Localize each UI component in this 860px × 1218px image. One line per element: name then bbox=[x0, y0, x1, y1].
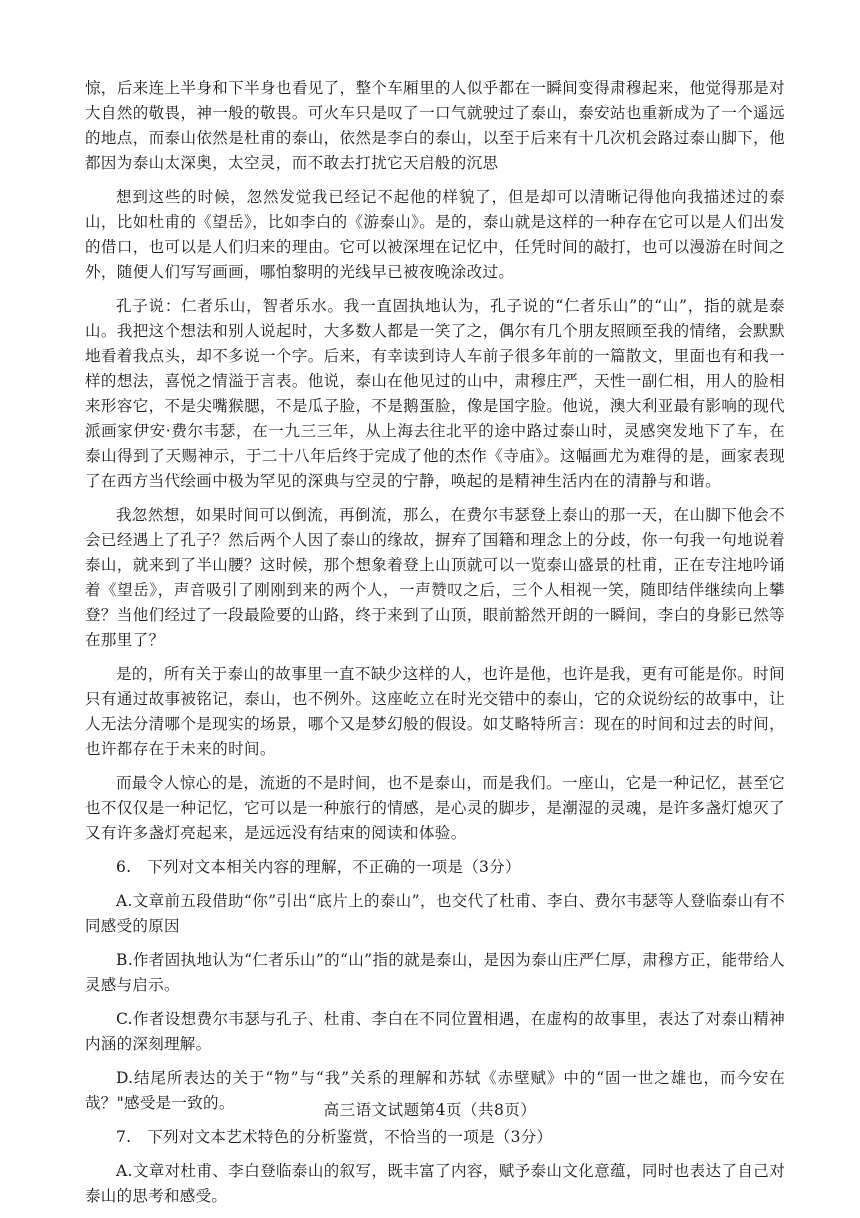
option-c: C.作者设想费尔韦瑟与孔子、杜甫、李白在不同位置相遇，在虚构的故事里，表达了对泰山精神内涵的深刻理解。 bbox=[85, 1010, 785, 1053]
option-b: B.作者固执地认为“仁者乐山”的“山”指的就是泰山，是因为泰山庄严仁厚，肃穆方正，能带给人灵感与启示。 bbox=[85, 951, 785, 994]
page-content bbox=[85, 76, 785, 1218]
option-a: A.文章前五段借助“你”引出“底片上的泰山”，也交代了杜甫、李白、费尔韦瑟等人登临泰山有不同感受的原因 bbox=[85, 892, 785, 935]
passage-paragraph: 惊，后来连上半身和下半身也看见了，整个车厢里的人似乎都在一瞬间变得肃穆起来，他觉得那是对大自然的敬畏，神一般的敬畏。可火车只是叹了一口气就驶过了泰山，泰安站也重新成为了一个遥远的地点，而泰山依然是杜甫的泰山，依然是李白的泰山，以至于后来有十几次机会路过泰山脚下，他都因为泰山太深奥，太空灵，而不敢去打扰它天启般的沉思 bbox=[85, 79, 785, 172]
option-d: D.结尾所表达的关于“物”与“我”关系的理解和苏轼《赤壁赋》中的“固一世之雄也，而今安在哉？"感受是一致的。 bbox=[85, 1069, 785, 1112]
passage-paragraph: 而最令人惊心的是，流逝的不是时间，也不是泰山，而是我们。一座山，它是一种记忆，甚至它也不仅仅是一种记忆，它可以是一种旅行的情感，是心灵的脚步，是潮湿的灵魂，是许多盏灯熄灭了又有许多盏灯亮起来，是远远没有结束的阅读和体验。 bbox=[85, 774, 785, 842]
passage-paragraph: 孔子说：仁者乐山，智者乐水。我一直固执地认为，孔子说的“仁者乐山”的“山”，指的就是泰山。我把这个想法和别人说起时，大多数人都是一笑了之，偶尔有几个朋友照顾至我的情绪，会默默地看着我点头，却不多说一个字。后来，有幸读到诗人车前子很多年前的一篇散文，里面也有和我一样的想法，喜悦之情溢于言表。他说，泰山在他见过的山中，肃穆庄严，天性一副仁相，用人的脸相来形容它，不是尖嘴猴腮，不是瓜子脸，不是鹅蛋脸，像是国字脸。他说，澳大利亚最有影响的现代派画家伊安·费尔韦瑟，在一九三三年，从上海去往北平的途中路过泰山时，灵感突发地下了车，在泰山得到了天赐神示，于二十八年后终于完成了他的杰作《寺庙》。这幅画尤为难得的是，画家表现了在西方当代绘画中极为罕见的深典与空灵的宁静，唤起的是精神生活内在的清静与和谐。 bbox=[85, 297, 785, 490]
passage-paragraph: 是的，所有关于泰山的故事里一直不缺少这样的人，也许是他，也许是我，更有可能是你。时间只有通过故事被铭记，泰山，也不例外。这座屹立在时光交错中的泰山，它的众说纷纭的故事中，让人无法分清哪个是现实的场景，哪个又是梦幻般的假设。如艾略特所言：现在的时间和过去的时间，也许都存在于未来的时间。 bbox=[85, 665, 785, 758]
reading-passage bbox=[85, 76, 785, 846]
passage-paragraph: 我忽然想，如果时间可以倒流，再倒流，那么，在费尔韦瑟登上泰山的那一天，在山脚下他会不会已经遇上了孔子？然后两个人因了泰山的缘故，摒弃了国籍和理念上的分歧，你一句我一句地说着泰山，就来到了半山腰？这时候，那个想象着登上山顶就可以一览泰山盛景的杜甫，正在专注地吟诵着《望岳》，声音吸引了刚刚到来的两个人，一声赞叹之后，三个人相视一笑，随即结伴继续向上攀登？当他们经过了一段最险要的山路，终于来到了山顶，眼前豁然开朗的一瞬间，李白的身影已然等在那里了？ bbox=[85, 506, 785, 649]
option-a: A.文章对杜甫、李白登临泰山的叙写，既丰富了内容，赋予泰山文化意蕴，同时也表达了自己对泰山的思考和感受。 bbox=[85, 1162, 785, 1205]
question-7 bbox=[85, 1125, 785, 1209]
passage-paragraph: 想到这些的时候，忽然发觉我已经记不起他的样貌了，但是却可以清晰记得他向我描述过的泰山，比如杜甫的《望岳》，比如李白的《游泰山》。是的，泰山就是这样的一种存在它可以是人们出发的借口，也可以是人们归来的理由。它可以被深埋在记忆中，任凭时间的敲打，也可以漫游在时间之外，随便人们写写画画，哪怕黎明的光线早已被夜晚涂改过。 bbox=[85, 188, 786, 281]
question-stem: 6. 下列对文本相关内容的理解，不正确的一项是（3分） bbox=[116, 858, 521, 876]
page-footer: 高三语文试题第4页（共8页） bbox=[323, 1101, 537, 1119]
question-stem: 7. 下列对文本艺术特色的分析鉴赏，不恰当的一项是（3分） bbox=[116, 1128, 553, 1146]
question-6 bbox=[85, 855, 785, 1116]
